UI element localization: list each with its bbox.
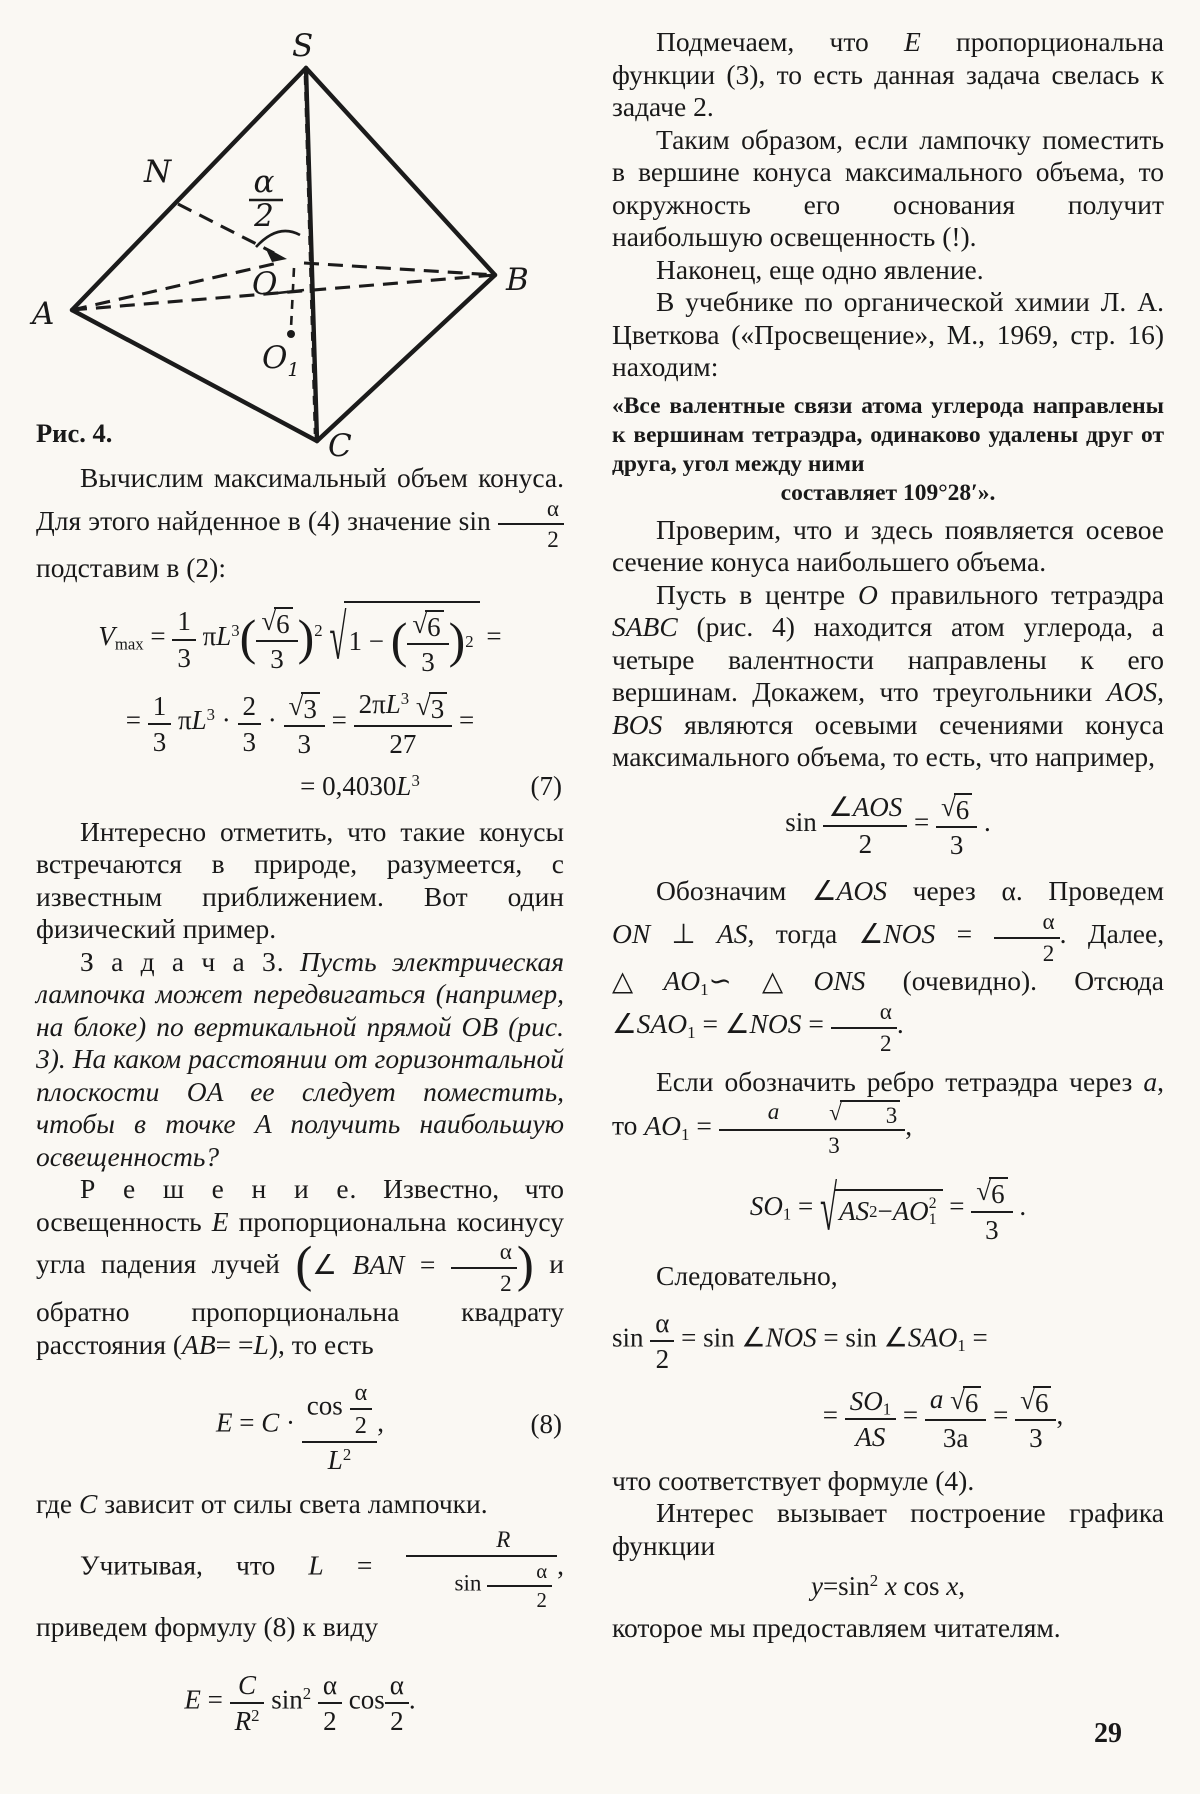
text-run: (рис. 4) находится атом углерода, а четыре валентности направлены к его вершинам. Докажем, что треугольники [612,611,1164,707]
page-number: 29 [1094,1718,1122,1749]
text-run: . Проведем [1015,875,1165,907]
text-run: зависит от силы света лампочки. [104,1487,488,1519]
paragraph-edge: Если обозначить ребро тетраэдра через a, то $AO_1$ = a √ 3 3 , [612,1065,1165,1159]
text-run: через [1069,1065,1133,1097]
text-run: Далее, [1087,917,1165,949]
text-run: (очевидно). Отсюда [902,965,1164,997]
point-label-O1-sub: 1 [287,359,300,381]
edge-BC [317,275,495,441]
quote-text: «Все валентные связи атома углерода направлены к вершинам тетраэдра, одинаково удалены друг от друга, угол между ними [612,392,1164,477]
text-run: Пусть в центре [656,578,846,610]
segment-OB-dashed [304,263,495,275]
formula-y: $y=\sin^2$ x cos x, [810,1570,966,1602]
paragraph-interesting: Интересно отметить, что такие конусы встречаются в природе, разумеется, с известным приближением. Вот один физический пример. [36,815,564,945]
paragraph-thus: Таким образом, если лампочку поместить в вершине конуса максимального объема, то окружность его основания получит наибольшую освещенность (!). [612,123,1164,252]
text-run: подставим в (2): [36,552,226,584]
quote-text-centered: составляет 109°28′». [780,479,996,506]
paragraph-compute-volume [36,462,564,585]
vertex-label-N: N [144,154,172,190]
point-label-O1-letter: O [262,340,288,376]
formula-SO1: $SO_1$ = √ AS 2 − AO 2 1 = √ 6 3 . [749,1171,1027,1245]
formula-7-line3: = $0,4030L^3$ (7) [36,770,564,804]
paragraph-considering: Учитывая, что L = R sin $\frac{\alpha}{2}$ , приведем формулу (8) к виду [36,1526,565,1642]
text-run: то есть [291,1328,374,1360]
text-run: тогда [775,917,838,949]
edge-SC [306,68,317,441]
text-run: Известно, что освещенность [36,1173,564,1237]
point-label-O: O [252,266,278,302]
figure-tetrahedron [6,4,572,460]
paragraph-denote: Обозначим ∠AOS через α. Проведем ON ⊥ AS, тогда ∠NOS = $\frac{\alpha}{2}$ . Далее, $\triangle AO_1∽\triangle ONS$ (очевидно). Отсюда $\angle SAO_1$ = ∠NOS = $\frac{\alpha}{2}$ . [612,875,1165,1056]
text-run: и обратно пропорциональна квадрату расстояния [36,1248,564,1360]
text-run: Обозначим [656,875,787,907]
point-label-O1 [262,340,300,381]
angle-label-alpha: α [253,164,275,200]
problem-heading: З а д а ч а 3. [80,945,285,977]
text-run: правильного тетраэдра [890,578,1165,610]
text-run: Если обозначить ребро тетраэдра [656,1065,1059,1097]
paragraph-tetrahedron-center: Пусть в центре O правильного тетраэдра SABC (рис. 4) находится атом углерода, а четыре валентности направлены к его вершинам. Докажем, что треугольники AOS, BOS являются осевыми сечениями конуса максимального объема, то есть, что например, [612,578,1165,772]
paragraph-finally: Наконец, еще одно явление. [656,253,984,285]
paragraph-corresponds: что соответствует формуле (4). [612,1464,975,1496]
text-run: через [912,875,976,907]
text-run: где [36,1487,73,1519]
formula-ratio: = $\frac{SO_1}{AS}$ = a √ 6 3a = √ 6 3 , [822,1383,1064,1454]
paragraph-notice: Подмечаем, что E пропорциональна функции (3), то есть данная задача свелась к задаче 2. [612,26,1165,122]
vertex-label-B: B [506,262,529,298]
paragraph-verify: Проверим, что и здесь появляется осевое сечение конуса наибольшего объема. [612,513,1164,577]
text-run: Вычислим максимальный объем конуса. Для этого найденное в (4) значение sin [36,462,564,536]
paragraph-interest: Интерес вызывает построение графика функции [612,1497,1164,1561]
text-run: пропорциональна косинусу угла падения лучей [36,1205,564,1280]
arrowhead-at-O [265,247,287,262]
left-column [36,462,564,1748]
text-run: Учитывая, что [80,1549,276,1581]
formula-sin-chain: sin $\frac{\alpha}{2}$ = sin ∠NOS = $\sin \angle SAO_1$ = [612,1307,988,1374]
figure-caption: Рис. 4. [36,418,113,448]
text-run: являются осевыми сечениями конуса максимального объема, то есть, что например, [612,708,1164,772]
paragraph-textbook: В учебнике по органической химии Л. А. Цветкова («Просвещение», М., 1969, стр. 16) находим: [612,286,1164,382]
edge-SB [306,68,495,275]
text-run: Подмечаем, что [656,26,869,57]
chemistry-quote [612,392,1164,508]
problem-statement: Пусть электрическая лампочка может передвигаться (например, на блоке) по вертикальной прямой OB (рис. 3). На каком расстоянии от горизонтальной плоскости OA ее следует поместить, чтобы в точке A получить наибольшую освещенность? [36,945,564,1172]
formula-sin-AOS: sin ∠AOS 2 = √ 6 3 . [785,791,991,860]
formula-7-line2: = $\frac{1}{3}$ $\pi L^3$ · $\frac{2}{3}$ · √ 3 3 = $2\pi L^3$ √ 3 27 = [125,689,475,759]
text-run: пропорциональна функции (3), то есть данная задача свелась к задаче 2. [612,26,1165,122]
vertex-label-A: A [32,296,55,332]
text-run: , то [612,1065,1165,1141]
equation-number-8: (8) [530,1409,562,1440]
formula-7-line1: $V_{max}$ = $\frac{1}{3}$ $\pi L^3$( √ 6 3 )$^2$ √ 1 − ( √ 6 3 ) 2 = [98,601,502,678]
inline-fraction-alpha-2: $\frac{\alpha}{2}$ [498,496,564,554]
paragraph-solution: Р е ш е н и е. Известно, что освещенность E пропорциональна косинусу угла падения лучей (∠ BAN = $\frac{\alpha}{2}$ ) и обратно пропорциональна квадрату расстояния (AB= =L), то есть [36,1173,564,1360]
tetrahedron-drawing [6,4,572,460]
paragraph-therefore: Следовательно, [656,1260,838,1292]
vertex-label-S: S [292,28,314,64]
formula-E-final: E = $\frac{C}{R^2}$ $\sin^2$ $\frac{\alpha}{2}$ cos $\frac{\alpha}{2}$ . [184,1670,416,1737]
angle-label-two: 2 [254,198,274,234]
text-run: приведем формулу (8) к виду [36,1610,379,1642]
segment-O-O1-dashed [291,268,294,328]
paragraph-problem-3 [36,946,564,1174]
paragraph-where-C: где C зависит от силы света лампочки. [36,1487,488,1519]
solution-heading: Р е ш е н и е. [80,1173,358,1205]
equation-number-7: (7) [530,771,562,802]
right-column [612,26,1164,1644]
formula-8: E = C · cos $\frac{\alpha}{2}$ $L^2$ , (8) [216,1379,562,1475]
vertex-label-C: C [328,428,352,460]
point-O1 [287,330,295,338]
paragraph-readers: которое мы предоставляем читателям. [612,1611,1061,1643]
